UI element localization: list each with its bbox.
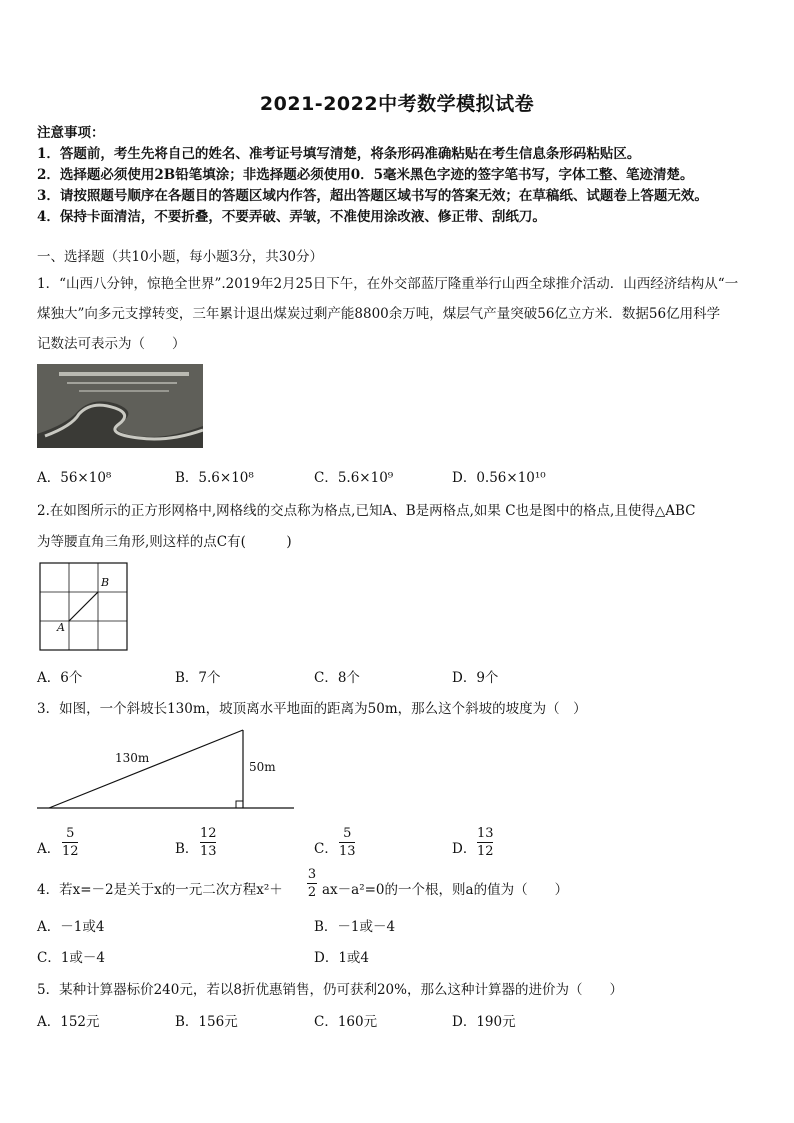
- denominator: 13: [200, 844, 217, 859]
- numerator: 5: [343, 826, 352, 841]
- option-c: C．1或－4: [37, 950, 106, 966]
- question-1-photo: [37, 364, 203, 448]
- denominator: 12: [62, 844, 79, 859]
- question-4-text: ax－a²=0的一个根，则a的值为（ ）: [322, 882, 569, 898]
- question-2-text: 2.在如图所示的正方形网格中,网格线的交点称为格点,已知A、B是两格点,如果 C也是图中的格点,且使得△ABC: [37, 503, 696, 519]
- option-b: B．7个: [175, 670, 221, 686]
- question-4-fraction: [307, 867, 317, 900]
- height-label: 50m: [249, 760, 276, 774]
- question-5-text: 5．某种计算器标价240元，若以8折优惠销售，仍可获利20%，那么这种计算器的进价为（ ）: [37, 982, 623, 998]
- option-a: A．－1或4: [37, 919, 105, 935]
- option-a: A．152元: [37, 1014, 100, 1030]
- option-a-fraction: [62, 826, 79, 859]
- option-d-fraction: [477, 826, 494, 859]
- option-a: A．6个: [37, 670, 83, 686]
- option-c: C．5.6×10⁹: [314, 470, 394, 486]
- notice-item: 2．选择题必须使用2B铅笔填涂；非选择题必须使用0．5毫米黑色字迹的签字笔书写，字体工整、笔迹清楚。: [37, 167, 694, 183]
- option-a: A．56×10⁸: [37, 470, 112, 486]
- slope-length-label: 130m: [115, 751, 150, 765]
- notice-item: 1．答题前，考生先将自己的姓名、准考证号填写清楚，将条形码准确粘贴在考生信息条形码粘贴区。: [37, 146, 641, 162]
- notice-item: 4．保持卡面清洁，不要折叠，不要弄破、弄皱，不准使用涂改液、修正带、刮纸刀。: [37, 209, 546, 225]
- denominator: 13: [339, 844, 356, 859]
- question-3-text: 3．如图，一个斜坡长130m，坡顶离水平地面的距离为50m，那么这个斜坡的坡度为（ ）: [37, 701, 587, 717]
- option-c-label: C．: [314, 841, 338, 857]
- numerator: 5: [66, 826, 75, 841]
- numerator: 3: [307, 867, 317, 882]
- option-d: D．1或4: [314, 950, 370, 966]
- landscape-image: [37, 364, 203, 448]
- denominator: 2: [307, 885, 317, 900]
- question-1-text: 煤独大”向多元支撑转变，三年累计退出煤炭过剩产能8800余万吨，煤层气产量突破56亿立方米．数据56亿用科学: [37, 306, 721, 322]
- question-1-text: 记数法可表示为（ ）: [37, 336, 186, 352]
- option-b: B．156元: [175, 1014, 238, 1030]
- option-b: B．5.6×10⁸: [175, 470, 254, 486]
- denominator: 12: [477, 844, 494, 859]
- numerator: 13: [477, 826, 494, 841]
- option-c: C．8个: [314, 670, 360, 686]
- page-title: 2021-2022中考数学模拟试卷: [259, 93, 535, 115]
- point-b-label: B: [101, 576, 110, 589]
- option-d-label: D．: [452, 841, 477, 857]
- option-b-fraction: [200, 826, 217, 859]
- option-d: D．0.56×10¹⁰: [452, 470, 546, 486]
- section-heading: 一、选择题（共10小题，每小题3分，共30分）: [37, 249, 323, 265]
- question-1-text: 1．“山西八分钟，惊艳全世界”.2019年2月25日下午，在外交部蓝厅隆重举行山西全球推介活动．山西经济结构从“一: [37, 276, 739, 292]
- option-d: D．190元: [452, 1014, 516, 1030]
- notice-heading: 注意事项：: [37, 125, 105, 141]
- option-d: D．9个: [452, 670, 499, 686]
- question-2-text: 为等腰直角三角形,则这样的点C有( ): [37, 534, 292, 550]
- slope-figure: [37, 726, 297, 816]
- numerator: 12: [200, 826, 217, 841]
- point-a-label: A: [57, 621, 65, 634]
- option-a-label: A．: [37, 841, 61, 857]
- grid-figure: [39, 562, 129, 652]
- option-b-label: B．: [175, 841, 199, 857]
- option-c-fraction: [339, 826, 356, 859]
- notice-item: 3．请按照题号顺序在各题目的答题区域内作答，超出答题区域书写的答案无效；在草稿纸、试题卷上答题无效。: [37, 188, 708, 204]
- question-4-text: 4．若x=－2是关于x的一元二次方程x²＋: [37, 882, 283, 898]
- option-b: B．－1或－4: [314, 919, 396, 935]
- option-c: C．160元: [314, 1014, 378, 1030]
